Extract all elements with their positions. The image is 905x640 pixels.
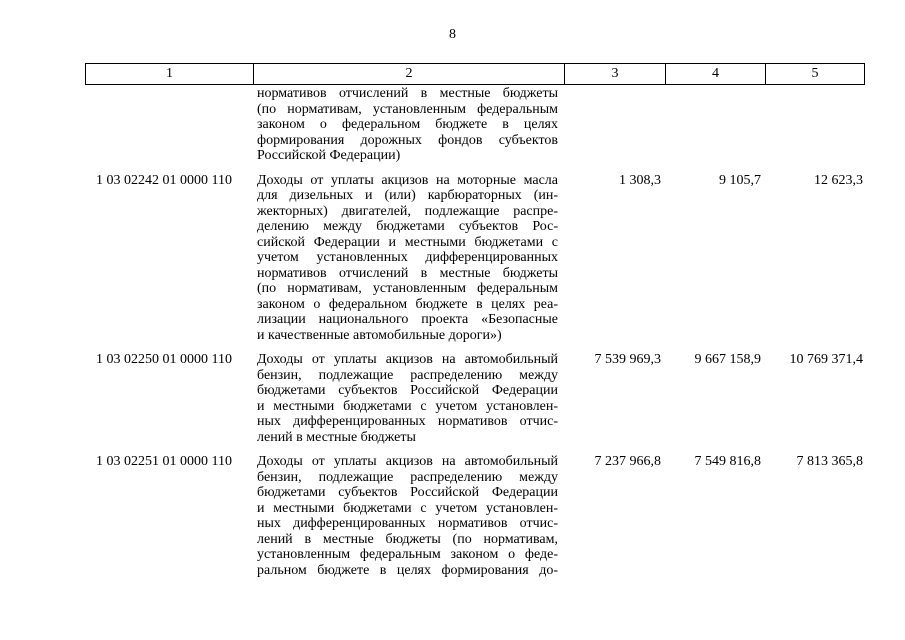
row-code: 1 03 02242 01 0000 110 — [96, 172, 232, 188]
description-line: лений в местные бюджеты (по нормативам, — [257, 531, 558, 547]
table-row — [85, 454, 865, 578]
description-line: бюджетами субъектов Российской Федерации — [257, 383, 558, 398]
description-line: бензин, подлежащие распределению между — [257, 367, 558, 383]
description-line: законом о федеральном бюджете в целях реа- — [257, 296, 558, 312]
description-line: учетом установленных дифференцированных — [257, 250, 558, 265]
description-line: делению между бюджетами субъектов Рос- — [257, 219, 558, 234]
header-col-5: 5 — [811, 66, 819, 81]
page-number: 8 — [449, 27, 456, 42]
header-col-3: 3 — [565, 64, 666, 84]
table-header — [85, 63, 865, 85]
row-value-4: 9 105,7 — [719, 172, 761, 188]
row-value-5 — [763, 86, 865, 164]
description-line: сийской Федерации и местными бюджетами с — [257, 234, 558, 250]
description-line: ных дифференцированных нормативов отчис- — [257, 516, 558, 531]
description-line: нормативов отчислений в местные бюджеты — [257, 265, 558, 281]
description-line: нормативов отчислений в местные бюджеты — [257, 86, 558, 101]
description-line: ных дифференцированных нормативов отчис- — [257, 414, 558, 429]
row-value-4: 7 549 816,8 — [694, 454, 761, 469]
description-line: лений в местные бюджеты — [257, 429, 416, 445]
row-value-5: 7 813 365,8 — [796, 454, 863, 469]
header-col-4: 4 — [666, 64, 766, 84]
row-value-3 — [560, 86, 663, 164]
row-code — [85, 86, 255, 164]
description-line: бюджетами субъектов Российской Федерации — [257, 485, 558, 500]
description-line: жекторных) двигателей, подлежащие распре- — [257, 203, 558, 219]
description-line: (по нормативам, установленным федеральным — [257, 101, 558, 117]
row-description — [255, 173, 560, 344]
row-value-3: 1 308,3 — [619, 172, 661, 188]
description-line: лизации национального проекта «Безопасные — [257, 312, 558, 327]
row-code: 1 03 02251 01 0000 110 — [96, 454, 232, 469]
description-line: и местными бюджетами с учетом установлен- — [257, 398, 558, 414]
description-line: и качественные автомобильные дороги») — [257, 327, 502, 343]
description-line: и местными бюджетами с учетом установлен- — [257, 500, 558, 516]
description-line: формирования дорожных фондов субъектов — [257, 132, 558, 148]
description-line: Доходы от уплаты акцизов на моторные масла — [257, 172, 558, 188]
row-code: 1 03 02250 01 0000 110 — [96, 352, 232, 367]
table-row — [85, 352, 865, 445]
description-line: бензин, подлежащие распределению между — [257, 469, 558, 485]
row-description — [255, 352, 560, 445]
description-line: законом о федеральном бюджете в целях — [257, 117, 558, 132]
description-line: Доходы от уплаты акцизов на автомобильный — [257, 454, 558, 469]
row-value-4 — [663, 86, 763, 164]
row-description — [255, 86, 560, 164]
row-value-3: 7 539 969,3 — [594, 352, 661, 367]
table-body — [85, 86, 865, 578]
description-line: Доходы от уплаты акцизов на автомобильный — [257, 352, 558, 367]
description-line: (по нормативам, установленным федеральным — [257, 281, 558, 296]
description-line: ральном бюджете в целях формирования до- — [257, 562, 558, 578]
description-line: установленным федеральным законом о феде- — [257, 547, 558, 562]
row-value-4: 9 667 158,9 — [694, 352, 761, 367]
row-value-5: 12 623,3 — [814, 172, 863, 188]
table-row-continuation — [85, 86, 865, 164]
row-value-3: 7 237 966,8 — [594, 454, 661, 469]
row-description — [255, 454, 560, 578]
description-line: для дизельных и (или) карбюраторных (ин- — [257, 188, 558, 203]
row-value-5: 10 769 371,4 — [789, 352, 863, 367]
header-col-2: 2 — [254, 64, 565, 84]
header-col-1: 1 — [86, 64, 254, 84]
table-row — [85, 173, 865, 344]
description-line: Российской Федерации) — [257, 148, 401, 163]
